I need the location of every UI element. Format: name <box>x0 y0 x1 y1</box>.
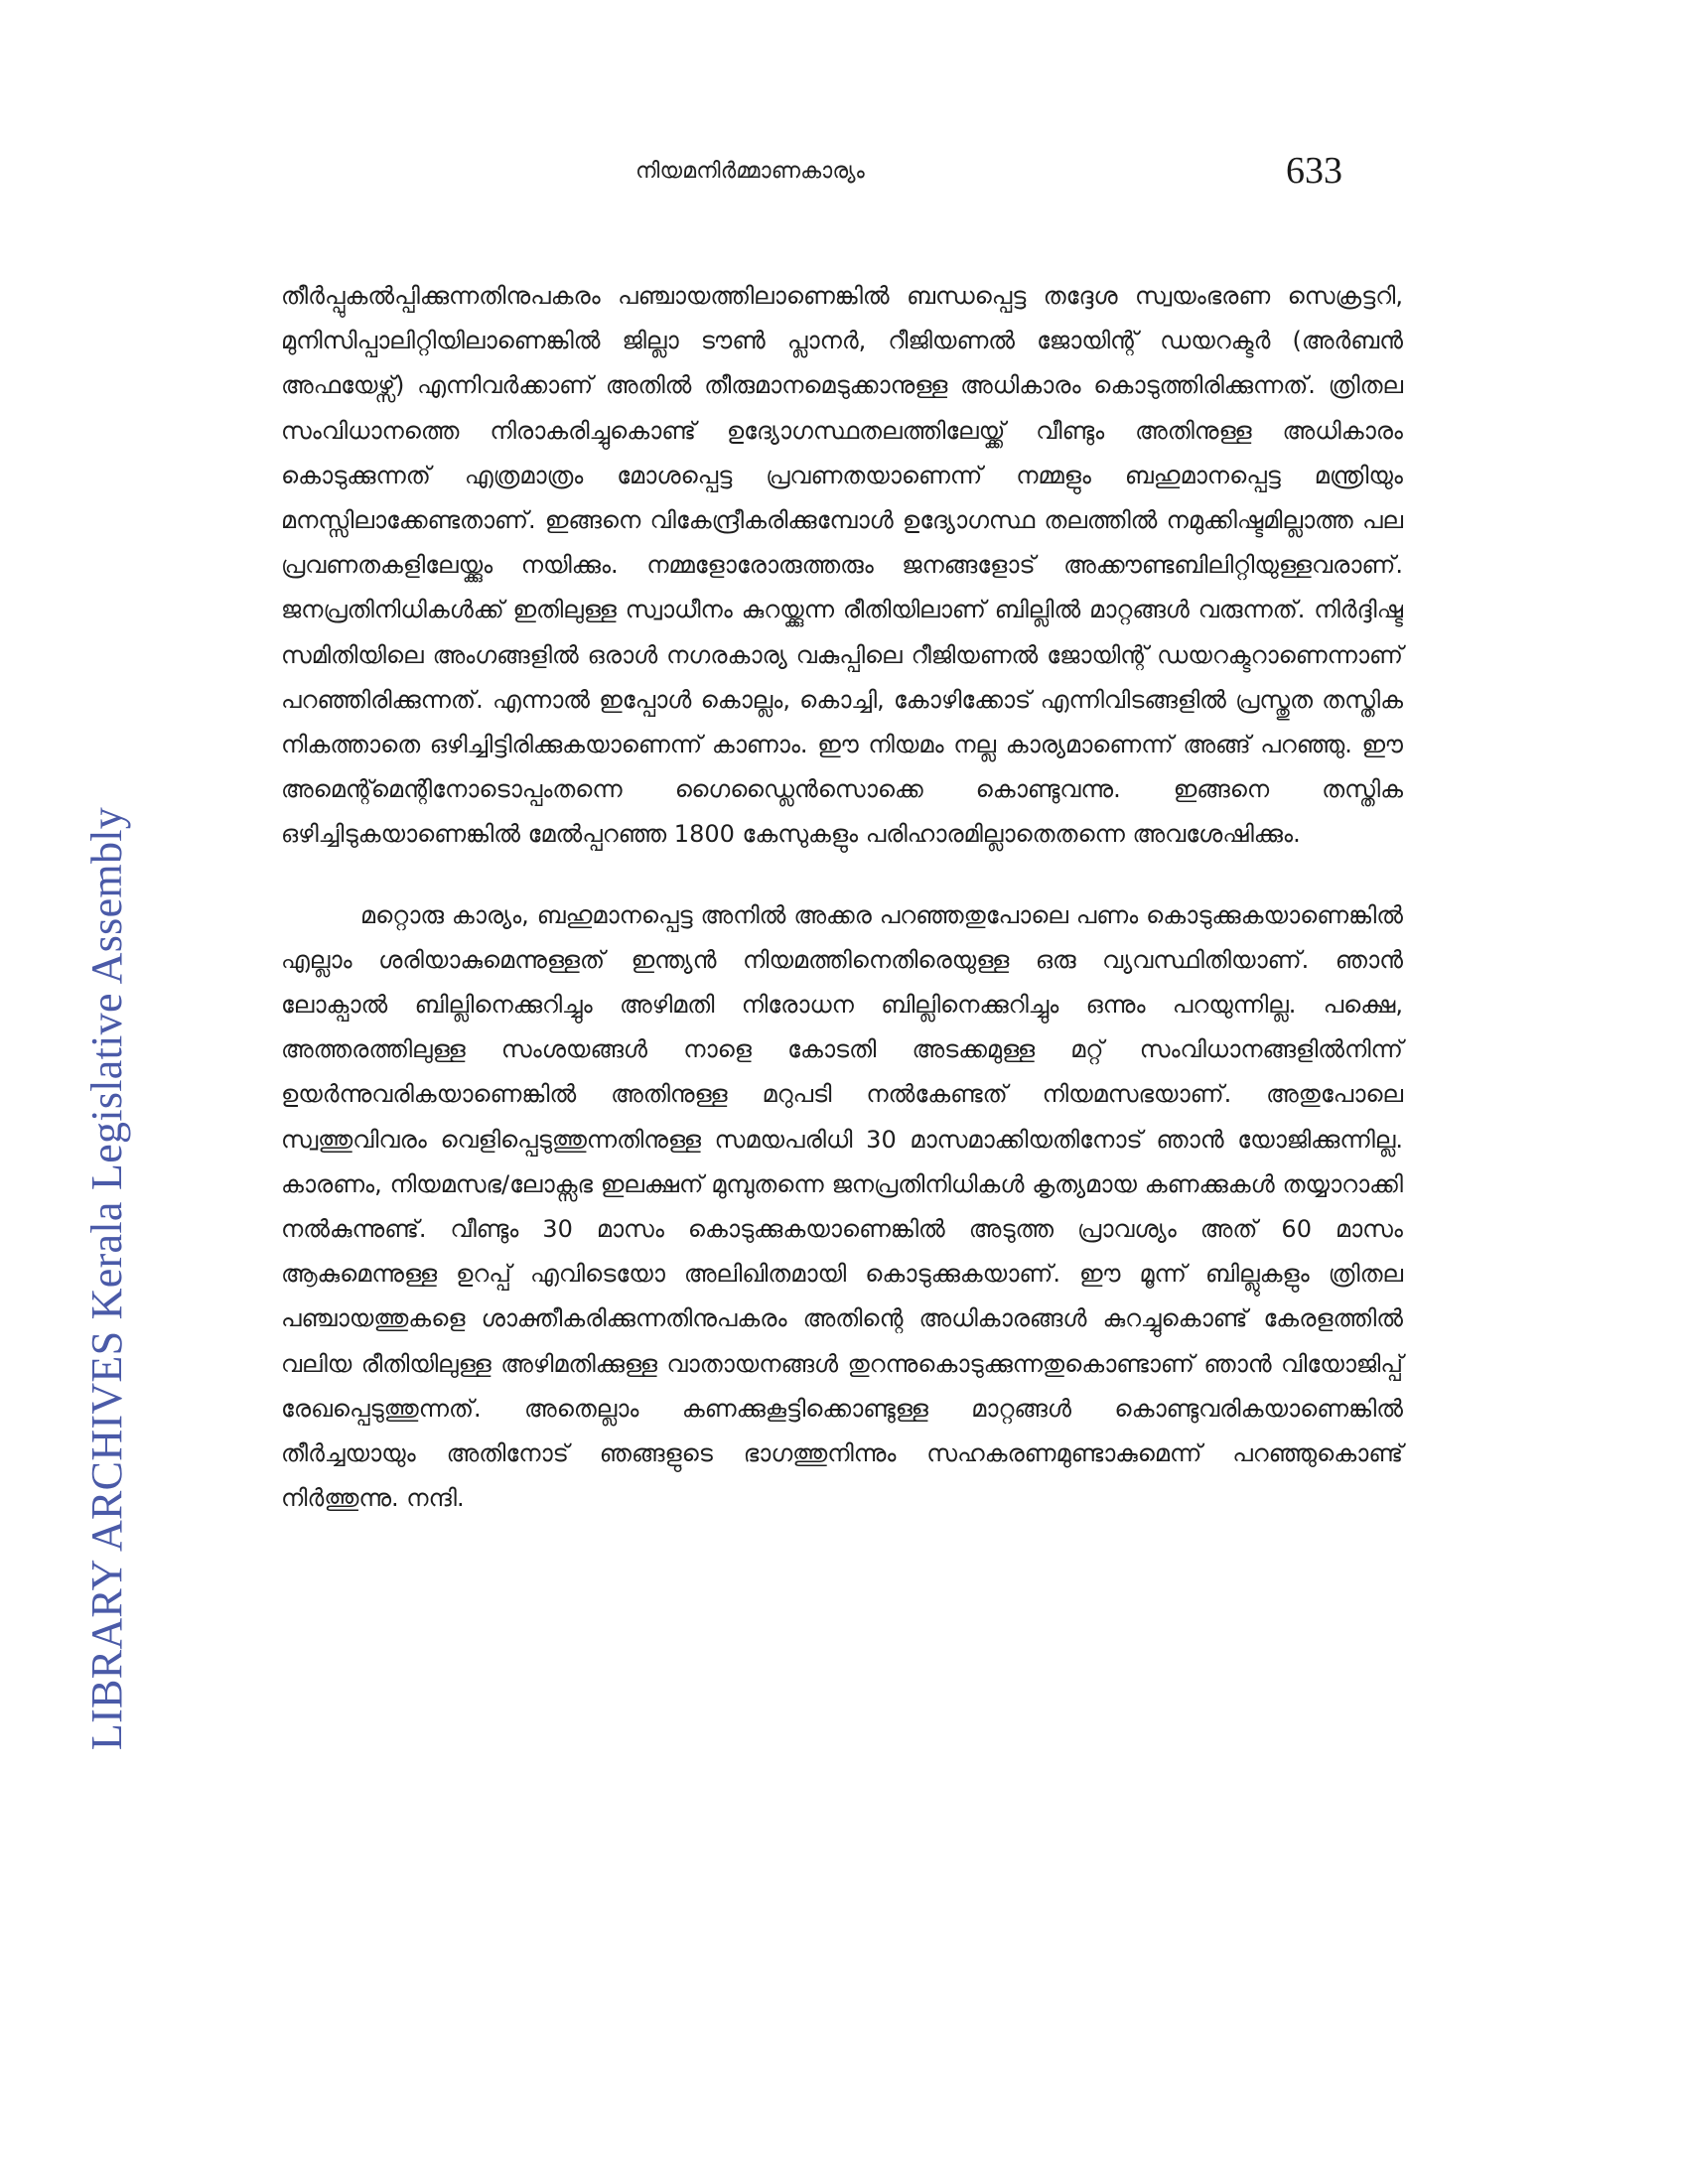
body-text <box>281 274 1403 1521</box>
paragraph-1: തീർപ്പുകൽപ്പിക്കുന്നതിനുപകരം പഞ്ചായത്തിലാണെങ്കിൽ ബന്ധപ്പെട്ട തദ്ദേശ സ്വയംഭരണ സെക്രട്ടറി, മുനിസിപ്പാലിറ്റിയിലാണെങ്കിൽ ജില്ലാ ടൗൺ പ്ലാനർ, റീജിയണൽ ജോയിന്റ് ഡയറക്ടർ (അർബൻ അഫയേഴ്സ്) എന്നിവർക്കാണ് അതിൽ തീരുമാനമെടുക്കാനുള്ള അധികാരം കൊടുത്തിരിക്കുന്നത്. ത്രിതല സംവിധാനത്തെ നിരാകരിച്ചുകൊണ്ട് ഉദ്യോഗസ്ഥതലത്തിലേയ്ക്ക് വീണ്ടും അതിനുള്ള അധികാരം കൊടുക്കുന്നത് എത്രമാത്രം മോശപ്പെട്ട പ്രവണതയാണെന്ന് നമ്മളും ബഹുമാനപ്പെട്ട മന്ത്രിയും മനസ്സിലാക്കേണ്ടതാണ്. ഇങ്ങനെ വികേന്ദ്രീകരിക്കുമ്പോൾ ഉദ്യോഗസ്ഥ തലത്തിൽ നമുക്കിഷ്ടമില്ലാത്ത പല പ്രവണതകളിലേയ്ക്കും നയിക്കും. നമ്മളോരോരുത്തരും ജനങ്ങളോട് അക്കൗണ്ടബിലിറ്റിയുള്ളവരാണ്. ജനപ്രതിനിധികൾക്ക് ഇതിലുള്ള സ്വാധീനം കുറയ്ക്കുന്ന രീതിയിലാണ് ബില്ലിൽ മാറ്റങ്ങൾ വരുന്നത്. നിർദ്ദിഷ്ട സമിതിയിലെ അംഗങ്ങളിൽ ഒരാൾ നഗരകാര്യ വകുപ്പിലെ റീജിയണൽ ജോയിന്റ് ഡയറക്ടറാണെന്നാണ് പറഞ്ഞിരിക്കുന്നത്. എന്നാൽ ഇപ്പോൾ കൊല്ലം, കൊച്ചി, കോഴിക്കോട് എന്നിവിടങ്ങളിൽ പ്രസ്തുത തസ്തിക നികത്താതെ ഒഴിച്ചിട്ടിരിക്കുകയാണെന്ന് കാണാം. ഈ നിയമം നല്ല കാര്യമാണെന്ന് അങ്ങ് പറഞ്ഞു. ഈ അമെന്റ്മെന്റിനോടൊപ്പംതന്നെ ഗൈഡ്ലൈൻസൊക്കെ കൊണ്ടുവന്നു. ഇങ്ങനെ തസ്തിക ഒഴിച്ചിടുകയാണെങ്കിൽ മേൽപ്പറഞ്ഞ 1800 കേസുകളും പരിഹാരമില്ലാതെതന്നെ അവശേഷിക്കും. <box>281 282 1403 849</box>
archive-watermark: LIBRARY ARCHIVES Kerala Legislative Assembly <box>82 806 131 1751</box>
page-number: 633 <box>1286 150 1342 192</box>
paragraph-2: മറ്റൊരു കാര്യം, ബഹുമാനപ്പെട്ട അനിൽ അക്കര പറഞ്ഞതുപോലെ പണം കൊടുക്കുകയാണെങ്കിൽ എല്ലാം ശരിയാകുമെന്നുള്ളത് ഇന്ത്യൻ നിയമത്തിനെതിരെയുള്ള ഒരു വ്യവസ്ഥിതിയാണ്. ഞാൻ ലോക്പാൽ ബില്ലിനെക്കുറിച്ചും അഴിമതി നിരോധന ബില്ലിനെക്കുറിച്ചും ഒന്നും പറയുന്നില്ല. പക്ഷെ, അത്തരത്തിലുള്ള സംശയങ്ങൾ നാളെ കോടതി അടക്കമുള്ള മറ്റ് സംവിധാനങ്ങളിൽനിന്ന് ഉയർന്നുവരികയാണെങ്കിൽ അതിനുള്ള മറുപടി നൽകേണ്ടത് നിയമസഭയാണ്. അതുപോലെ സ്വത്തുവിവരം വെളിപ്പെടുത്തുന്നതിനുള്ള സമയപരിധി 30 മാസമാക്കിയതിനോട് ഞാൻ യോജിക്കുന്നില്ല. കാരണം, നിയമസഭ/ലോക്സഭ ഇലക്ഷന് മുമ്പുതന്നെ ജനപ്രതിനിധികൾ കൃത്യമായ കണക്കുകൾ തയ്യാറാക്കി നൽകുന്നുണ്ട്. വീണ്ടും 30 മാസം കൊടുക്കുകയാണെങ്കിൽ അടുത്ത പ്രാവശ്യം അത് 60 മാസം ആകുമെന്നുള്ള ഉറപ്പ് എവിടെയോ അലിഖിതമായി കൊടുക്കുകയാണ്. ഈ മൂന്ന് ബില്ലുകളും ത്രിതല പഞ്ചായത്തുകളെ ശാക്തീകരിക്കുന്നതിനുപകരം അതിന്റെ അധികാരങ്ങൾ കുറച്ചുകൊണ്ട് കേരളത്തിൽ വലിയ രീതിയിലുള്ള അഴിമതിക്കുള്ള വാതായനങ്ങൾ തുറന്നുകൊടുക്കുന്നതുകൊണ്ടാണ് ഞാൻ വിയോജിപ്പ് രേഖപ്പെടുത്തുന്നത്. അതെല്ലാം കണക്കുകൂട്ടിക്കൊണ്ടുള്ള മാറ്റങ്ങൾ കൊണ്ടുവരികയാണെങ്കിൽ തീർച്ചയായും അതിനോട് ഞങ്ങളുടെ ഭാഗത്തുനിന്നും സഹകരണമുണ്ടാകുമെന്ന് പറഞ്ഞുകൊണ്ട് നിർത്തുന്നു. നന്ദി. <box>281 900 1403 1513</box>
running-header-title: നിയമനിർമ്മാണകാര്യം <box>635 159 865 184</box>
